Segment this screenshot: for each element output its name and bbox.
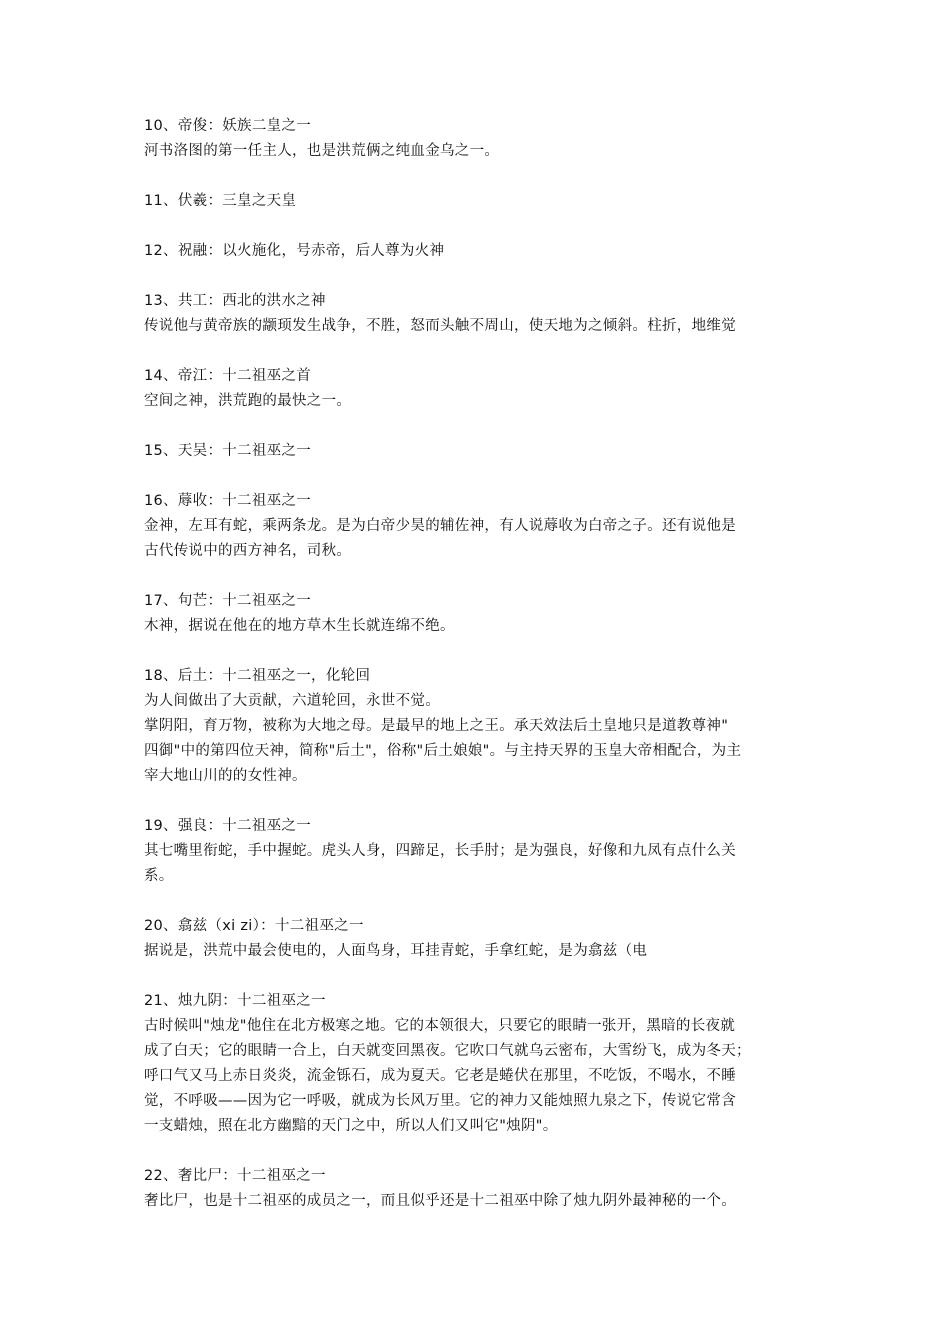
- entry-heading: 17、句芒：十二祖巫之一: [144, 593, 312, 609]
- entry-block: [144, 914, 814, 964]
- entry-text-line: 为人间做出了大贡献，六道轮回，永世不觉。: [144, 693, 440, 709]
- entry-text-line: 掌阴阳，育万物，被称为大地之母。是最早的地上之王。承天效法后土皇地只是道教尊神": [144, 718, 729, 734]
- entry-text-line: 金神，左耳有蛇，乘两条龙。是为白帝少昊的辅佐神，有人说蓐收为白帝之子。还有说他是: [144, 518, 736, 534]
- entry-heading: 13、共工：西北的洪水之神: [144, 293, 326, 309]
- entry-block: [144, 189, 814, 214]
- entry-heading: 15、天吴：十二祖巫之一: [144, 443, 312, 459]
- entry-text-line: 奢比尸，也是十二祖巫的成员之一，而且似乎还是十二祖巫中除了烛九阴外最神秘的一个。: [144, 1193, 736, 1209]
- entry-text-line: 古代传说中的西方神名，司秋。: [144, 543, 352, 559]
- entry-heading: 20、翕兹（xi zi）：十二祖巫之一: [144, 918, 364, 934]
- entry-text-line: 呼口气又马上赤日炎炎，流金铄石，成为夏天。它老是蜷伏在那里，不吃饭，不喝水，不睡: [144, 1068, 736, 1084]
- entry-text-line: 四御"中的第四位天神，简称"后土"，俗称"后土娘娘"。与主持天界的玉皇大帝相配合，为主: [144, 743, 742, 759]
- entry-block: [144, 114, 814, 164]
- entry-block: [144, 1164, 814, 1214]
- entry-block: [144, 664, 814, 789]
- entry-heading: 12、祝融：以火施化，号赤帝，后人尊为火神: [144, 243, 445, 259]
- entry-heading: 10、帝俊：妖族二皇之一: [144, 118, 312, 134]
- entry-block: [144, 289, 814, 339]
- entry-block: [144, 439, 814, 464]
- entry-text-line: 成了白天；它的眼睛一合上，白天就变回黑夜。它吹口气就乌云密布，大雪纷飞，成为冬天；: [144, 1043, 751, 1059]
- entry-heading: 11、伏羲：三皇之天皇: [144, 193, 297, 209]
- document-page: [144, 114, 814, 1239]
- entry-block: [144, 989, 814, 1139]
- entry-text-line: 系。: [144, 868, 174, 884]
- entry-text-line: 木神，据说在他在的地方草木生长就连绵不绝。: [144, 618, 455, 634]
- entry-text-line: 觉，不呼吸——因为它一呼吸，就成为长风万里。它的神力又能烛照九泉之下，传说它常含: [144, 1093, 736, 1109]
- entry-block: [144, 364, 814, 414]
- entry-block: [144, 589, 814, 639]
- entry-text-line: 空间之神，洪荒跑的最快之一。: [144, 393, 352, 409]
- entry-text-line: 传说他与黄帝族的颛顼发生战争，不胜，怒而头触不周山，使天地为之倾斜。柱折，地维觉: [144, 318, 736, 334]
- entry-heading: 19、强良：十二祖巫之一: [144, 818, 312, 834]
- entry-heading: 16、蓐收：十二祖巫之一: [144, 493, 312, 509]
- entry-text-line: 据说是，洪荒中最会使电的，人面鸟身，耳挂青蛇，手拿红蛇，是为翕兹（电: [144, 943, 648, 959]
- entry-heading: 18、后土：十二祖巫之一，化轮回: [144, 668, 371, 684]
- entry-block: [144, 814, 814, 889]
- entry-text-line: 一支蜡烛，照在北方幽黯的天门之中，所以人们又叫它"烛阴"。: [144, 1118, 558, 1134]
- entry-block: [144, 239, 814, 264]
- entry-heading: 14、帝江：十二祖巫之首: [144, 368, 312, 384]
- entry-text-line: 其七嘴里衔蛇，手中握蛇。虎头人身，四蹄足，长手肘；是为强良，好像和九凤有点什么关: [144, 843, 736, 859]
- entry-heading: 22、奢比尸：十二祖巫之一: [144, 1168, 326, 1184]
- entry-text-line: 宰大地山川的的女性神。: [144, 768, 307, 784]
- entry-heading: 21、烛九阴：十二祖巫之一: [144, 993, 326, 1009]
- entry-text-line: 古时候叫"烛龙"他住在北方极寒之地。它的本领很大，只要它的眼睛一张开，黑暗的长夜就: [144, 1018, 736, 1034]
- entry-block: [144, 489, 814, 564]
- entry-text-line: 河书洛图的第一任主人，也是洪荒俩之纯血金乌之一。: [144, 143, 500, 159]
